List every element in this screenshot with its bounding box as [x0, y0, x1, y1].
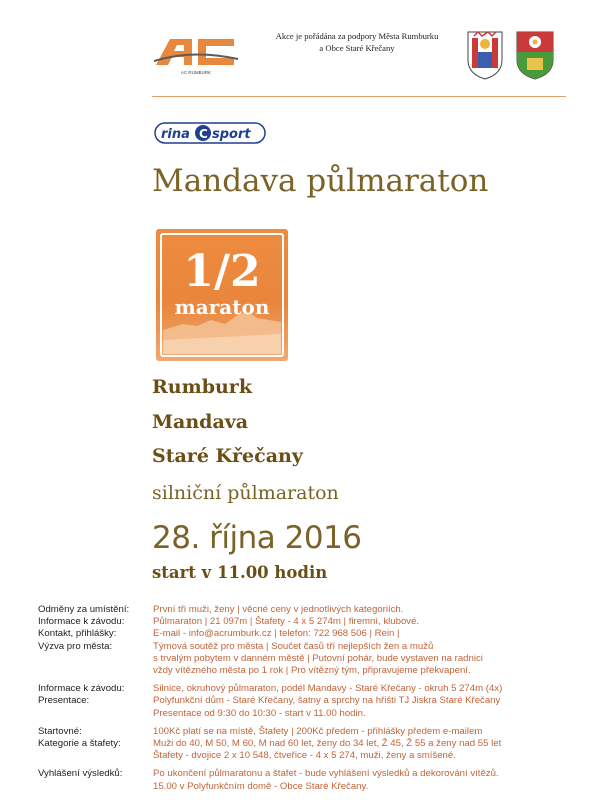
info-label	[38, 653, 153, 665]
svg-text:sport: sport	[212, 127, 251, 142]
info-row	[38, 628, 558, 640]
logo-caption: AC RUMBURK	[180, 70, 212, 75]
info-row	[38, 738, 558, 750]
race-subtitle: silniční půlmaraton	[152, 482, 339, 504]
svg-text:rina: rina	[161, 127, 190, 142]
ac-rumburk-logo	[152, 31, 240, 77]
info-row	[38, 683, 558, 695]
info-row	[38, 708, 558, 720]
info-value: Půlmaraton | 21 097m | Štafety - 4 x 5 274m | firemní, klubové.	[153, 616, 420, 628]
info-label: Odměny za umístění:	[38, 604, 130, 615]
support-note	[252, 30, 462, 54]
info-label: Startovné:	[38, 725, 82, 737]
event-title: Mandava půlmaraton	[152, 163, 489, 199]
info-value: Týmová soutěž pro města | Součet časů tří nejlepších žen a mužů	[153, 640, 434, 652]
info-row	[38, 665, 558, 677]
info-row	[38, 750, 558, 762]
info-label	[38, 708, 153, 720]
race-info-table	[38, 604, 558, 793]
support-line-2: a Obce Staré Křečany	[319, 43, 395, 53]
info-row	[38, 781, 558, 793]
location-3: Staré Křečany	[152, 445, 303, 467]
badge-fraction: 1/2	[183, 246, 261, 297]
info-value: První tři muži, ženy | věcné ceny v jednotlivých kategoriích.	[153, 604, 404, 615]
info-row	[38, 695, 558, 707]
svg-text:C: C	[199, 127, 208, 141]
location-1: Rumburk	[152, 376, 252, 398]
info-row	[38, 604, 558, 616]
info-label: Kategorie a štafety:	[38, 738, 121, 750]
start-time: start v 11.00 hodin	[152, 563, 328, 582]
info-row	[38, 616, 558, 628]
info-label: Informace k závodu:	[38, 616, 125, 628]
info-value: Po ukončení půlmaratonu a štafet - bude vyhlášení výsledků a dekorování vítězů.	[153, 768, 499, 780]
info-value: Presentace od 9:30 do 10:30 - start v 11.00 hodin.	[153, 707, 366, 719]
header-divider	[152, 96, 566, 97]
info-label: Vyhlášení výsledků:	[38, 768, 123, 780]
half-marathon-badge	[153, 226, 291, 364]
info-row	[38, 726, 558, 738]
info-value: Muži do 40, M 50, M 60, M nad 60 let, ženy do 34 let, Ž 45, Ž 55 a ženy nad 55 let	[153, 738, 502, 750]
info-value: vždy vítězného města po 1 rok | Pro vítězný tým, připravujeme překvapení.	[153, 665, 471, 677]
info-value: 100Kč platí se na místě, Štafety | 200Kč předem - přihlášky předem e-mailem	[153, 725, 483, 737]
info-label: Výzva pro města:	[38, 640, 113, 652]
info-value: Silnice, okruhový půlmaraton, podél Mandavy - Staré Křečany - okruh 5 274m (4x)	[153, 683, 503, 695]
info-row	[38, 768, 558, 780]
info-label: Kontakt, přihlášky:	[38, 628, 117, 640]
support-line-1: Akce je pořádána za podpory Města Rumburku	[275, 31, 439, 41]
rumburk-coat-of-arms-icon	[466, 30, 504, 80]
info-label	[38, 665, 153, 677]
info-value: 15.00 v Polyfunkčním domě - Obce Staré Křečany.	[153, 780, 369, 792]
info-value: s trvalým pobytem v danném městě | Putovní pohár, bude vystaven na radnici	[153, 652, 483, 664]
info-label: Presentace:	[38, 695, 90, 707]
rina-sport-logo	[154, 122, 266, 144]
info-row	[38, 653, 558, 665]
info-label	[38, 750, 153, 762]
info-label: Informace k závodu:	[38, 683, 125, 695]
info-value: E-mail - info@acrumburk.cz | telefon: 722 968 506 | Rein |	[153, 628, 400, 640]
location-2: Mandava	[152, 411, 249, 433]
info-label	[38, 781, 153, 793]
race-date: 28. října 2016	[152, 520, 362, 556]
badge-word: maraton	[174, 295, 270, 319]
info-row	[38, 641, 558, 653]
stare-krecany-coat-of-arms-icon	[515, 30, 555, 80]
info-value: Štafety - dvojice 2 x 10 548, čtveřice - 4 x 5 274, muži, ženy a smíšené.	[153, 750, 456, 762]
info-value: Polyfunkční dům - Staré Křečany, šatny a sprchy na hřišti TJ Jiskra Staré Křečany	[153, 695, 501, 707]
